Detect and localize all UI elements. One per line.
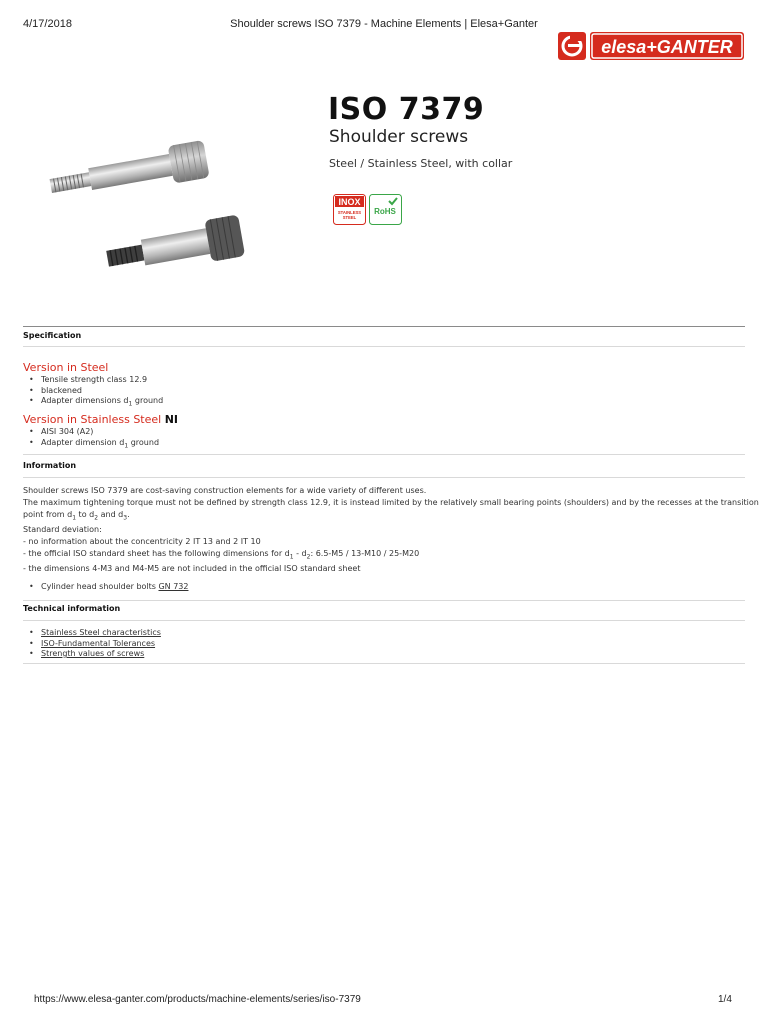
list-item: • blackened	[41, 386, 163, 397]
stainless-characteristics-link[interactable]: Stainless Steel characteristics	[41, 628, 161, 637]
svg-text:RoHS: RoHS	[374, 207, 396, 216]
technical-links-list	[23, 628, 161, 660]
product-description: Steel / Stainless Steel, with collar	[329, 157, 513, 170]
info-line: - the dimensions 4-M3 and M4-M5 are not included in the official ISO standard sheet	[23, 563, 361, 573]
gn-732-link[interactable]: GN 732	[158, 582, 189, 591]
list-item	[41, 649, 161, 660]
info-line: - the official ISO standard sheet has the following dimensions for $d_1 - d_2$: 6.5-M5 / 13-M10 / 25-M20	[23, 548, 420, 561]
list-item: • Cylinder head shoulder bolts GN 732	[41, 582, 188, 593]
divider	[23, 600, 745, 601]
iso-tolerances-link[interactable]: ISO-Fundamental Tolerances	[41, 638, 156, 648]
related-list	[23, 582, 188, 593]
info-line: point from $d_1$ to $d_2$ and $d_3$.	[23, 509, 130, 522]
divider	[23, 346, 745, 347]
svg-text:elesa+GANTER: elesa+GANTER	[601, 37, 733, 57]
divider	[23, 477, 745, 478]
elesa-ganter-logo[interactable]	[557, 31, 745, 61]
section-heading-information: Information	[23, 461, 77, 470]
divider	[23, 663, 745, 664]
list-item: • Adapter dimension $d_1$ ground	[41, 438, 159, 452]
stainless-feature-list	[23, 427, 159, 452]
svg-text:INOX: INOX	[338, 197, 361, 207]
section-heading-specification: Specification	[23, 331, 82, 340]
product-code: ISO 7379	[328, 92, 485, 127]
info-line: The maximum tightening torque must not be defined by strength class 12.9, it is instead limited by the relatively small bearing points (shoulders) and by the recesses at the transition	[23, 497, 759, 507]
list-item: • Tensile strength class 12.9	[41, 375, 163, 386]
document-title: Shoulder screws ISO 7379 - Machine Elements | Elesa+Ganter	[230, 18, 538, 30]
product-image	[35, 112, 245, 272]
product-name: Shoulder screws	[329, 127, 469, 147]
list-item	[41, 639, 161, 650]
steel-feature-list	[23, 375, 163, 410]
version-steel-title: Version in Steel	[23, 361, 109, 374]
print-date: 4/17/2018	[23, 18, 72, 30]
divider	[23, 326, 745, 327]
inox-badge	[333, 194, 366, 225]
info-line: - no information about the concentricity 2 IT 13 and 2 IT 10	[23, 536, 261, 546]
svg-text:STEEL: STEEL	[342, 215, 357, 220]
svg-text:STAINLESS: STAINLESS	[337, 210, 362, 215]
list-item	[41, 628, 161, 639]
divider	[23, 620, 745, 621]
list-item: • AISI 304 (A2)	[41, 427, 159, 438]
info-line: Shoulder screws ISO 7379 are cost-saving construction elements for a wide variety of different uses.	[23, 486, 427, 495]
section-heading-technical: Technical information	[23, 604, 121, 613]
information-text	[23, 485, 759, 575]
divider	[23, 454, 745, 455]
info-line: Standard deviation:	[23, 524, 102, 534]
strength-values-link[interactable]: Strength values of screws	[41, 649, 145, 658]
list-item: • Adapter dimensions $d_1$ ground	[41, 396, 163, 410]
stainless-tag: NI	[164, 413, 179, 426]
version-stainless-title: Version in Stainless Steel NI	[23, 413, 179, 426]
footer-url: https://www.elesa-ganter.com/products/machine-elements/series/iso-7379	[34, 994, 361, 1005]
rohs-badge	[369, 194, 402, 225]
page-number: 1/4	[718, 994, 732, 1005]
